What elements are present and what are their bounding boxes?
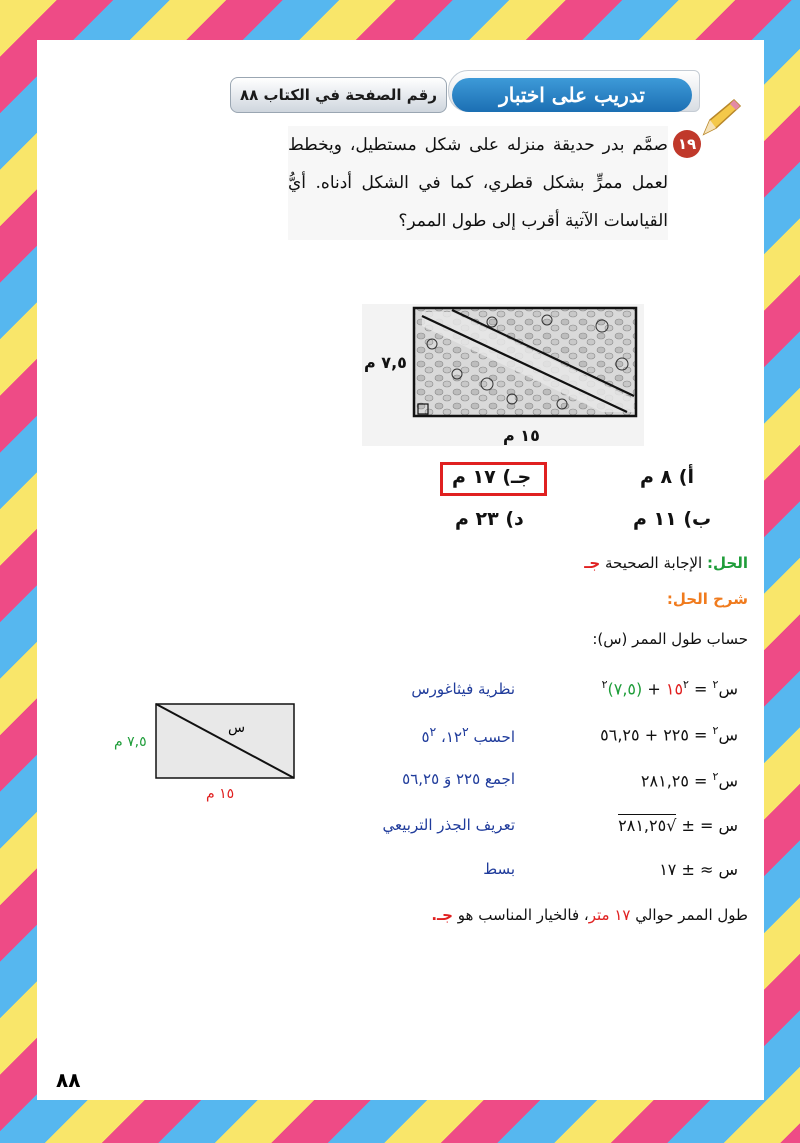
choice-a[interactable] bbox=[640, 466, 694, 488]
choice-b[interactable] bbox=[633, 508, 711, 530]
conclusion bbox=[431, 906, 748, 924]
pencil-icon bbox=[700, 98, 742, 138]
choice-letter: جـ) bbox=[502, 466, 532, 488]
choice-c[interactable] bbox=[452, 466, 531, 488]
page-number: ٨٨ bbox=[56, 1068, 81, 1092]
diagram-width-label: ١٥ م bbox=[206, 786, 235, 802]
solution-answer-text: الإجابة الصحيحة bbox=[605, 554, 703, 572]
choice-value: ١١ م bbox=[633, 508, 677, 530]
step-4-math: س = ± √٢٨١,٢٥ bbox=[618, 816, 738, 835]
diagram-height-label: ٧,٥ م bbox=[114, 734, 147, 750]
book-page-reference: رقم الصفحة في الكتاب ٨٨ bbox=[230, 77, 447, 113]
figure-height-label: ٧,٥ م bbox=[364, 353, 407, 372]
step-3-math: س$^٢$ = ٢٨١,٢٥ bbox=[640, 770, 738, 791]
conclusion-pre: طول الممر حوالي bbox=[635, 906, 748, 924]
header-banner-title: تدريب على اختبار bbox=[452, 78, 692, 112]
diagram-hyp-label: س bbox=[228, 720, 246, 736]
solution-answer-letter: جـ bbox=[584, 554, 601, 572]
choice-letter: أ) bbox=[678, 466, 694, 488]
step-1-reason: نظرية فيثاغورس bbox=[411, 680, 515, 698]
step-2-reason: احسب $١٢^٢،$ $٥^٢$ bbox=[421, 724, 515, 746]
garden-figure bbox=[362, 304, 644, 446]
choice-value: ٢٣ م bbox=[455, 508, 499, 530]
step-4-reason: تعريف الجذر التربيعي bbox=[382, 816, 515, 834]
step-3-reason: اجمع ٢٢٥ وَ ٥٦,٢٥ bbox=[402, 770, 515, 788]
solution-explain-label: شرح الحل: bbox=[666, 590, 748, 608]
figure-width-label: ١٥ م bbox=[503, 426, 540, 445]
step-1-math: س$^٢$ = $١٥^٢$ + (٧,٥)$^٢$ bbox=[601, 678, 738, 699]
question-text: صمَّم بدر حديقة منزله على شكل مستطيل، ويخطط لعمل ممرٍّ بشكل قطري، كما في الشكل أدناه. أيُّ القياسات الآتية أقرب إلى طول الممر؟ bbox=[288, 126, 668, 240]
choice-letter: د) bbox=[505, 508, 524, 530]
solution-line bbox=[584, 554, 748, 572]
solution-label: الحل: bbox=[707, 554, 748, 572]
question-number-badge: ١٩ bbox=[673, 130, 701, 158]
solution-diagram bbox=[155, 703, 295, 779]
choice-value: ١٧ م bbox=[452, 466, 496, 488]
choice-letter: ب) bbox=[683, 508, 712, 530]
choice-d[interactable] bbox=[455, 508, 524, 530]
step-5-reason: بسط bbox=[483, 860, 515, 878]
solution-intro: حساب طول الممر (س): bbox=[592, 630, 748, 648]
choice-value: ٨ م bbox=[640, 466, 673, 488]
conclusion-value: ١٧ متر bbox=[588, 906, 631, 924]
conclusion-letter: جـ. bbox=[431, 906, 453, 924]
conclusion-mid: ، فالخيار المناسب هو bbox=[457, 906, 589, 924]
step-5-math: س ≈ ± ١٧ bbox=[659, 860, 738, 879]
step-2-math: س$^٢$ = ٢٢٥ + ٥٦,٢٥ bbox=[600, 724, 738, 745]
